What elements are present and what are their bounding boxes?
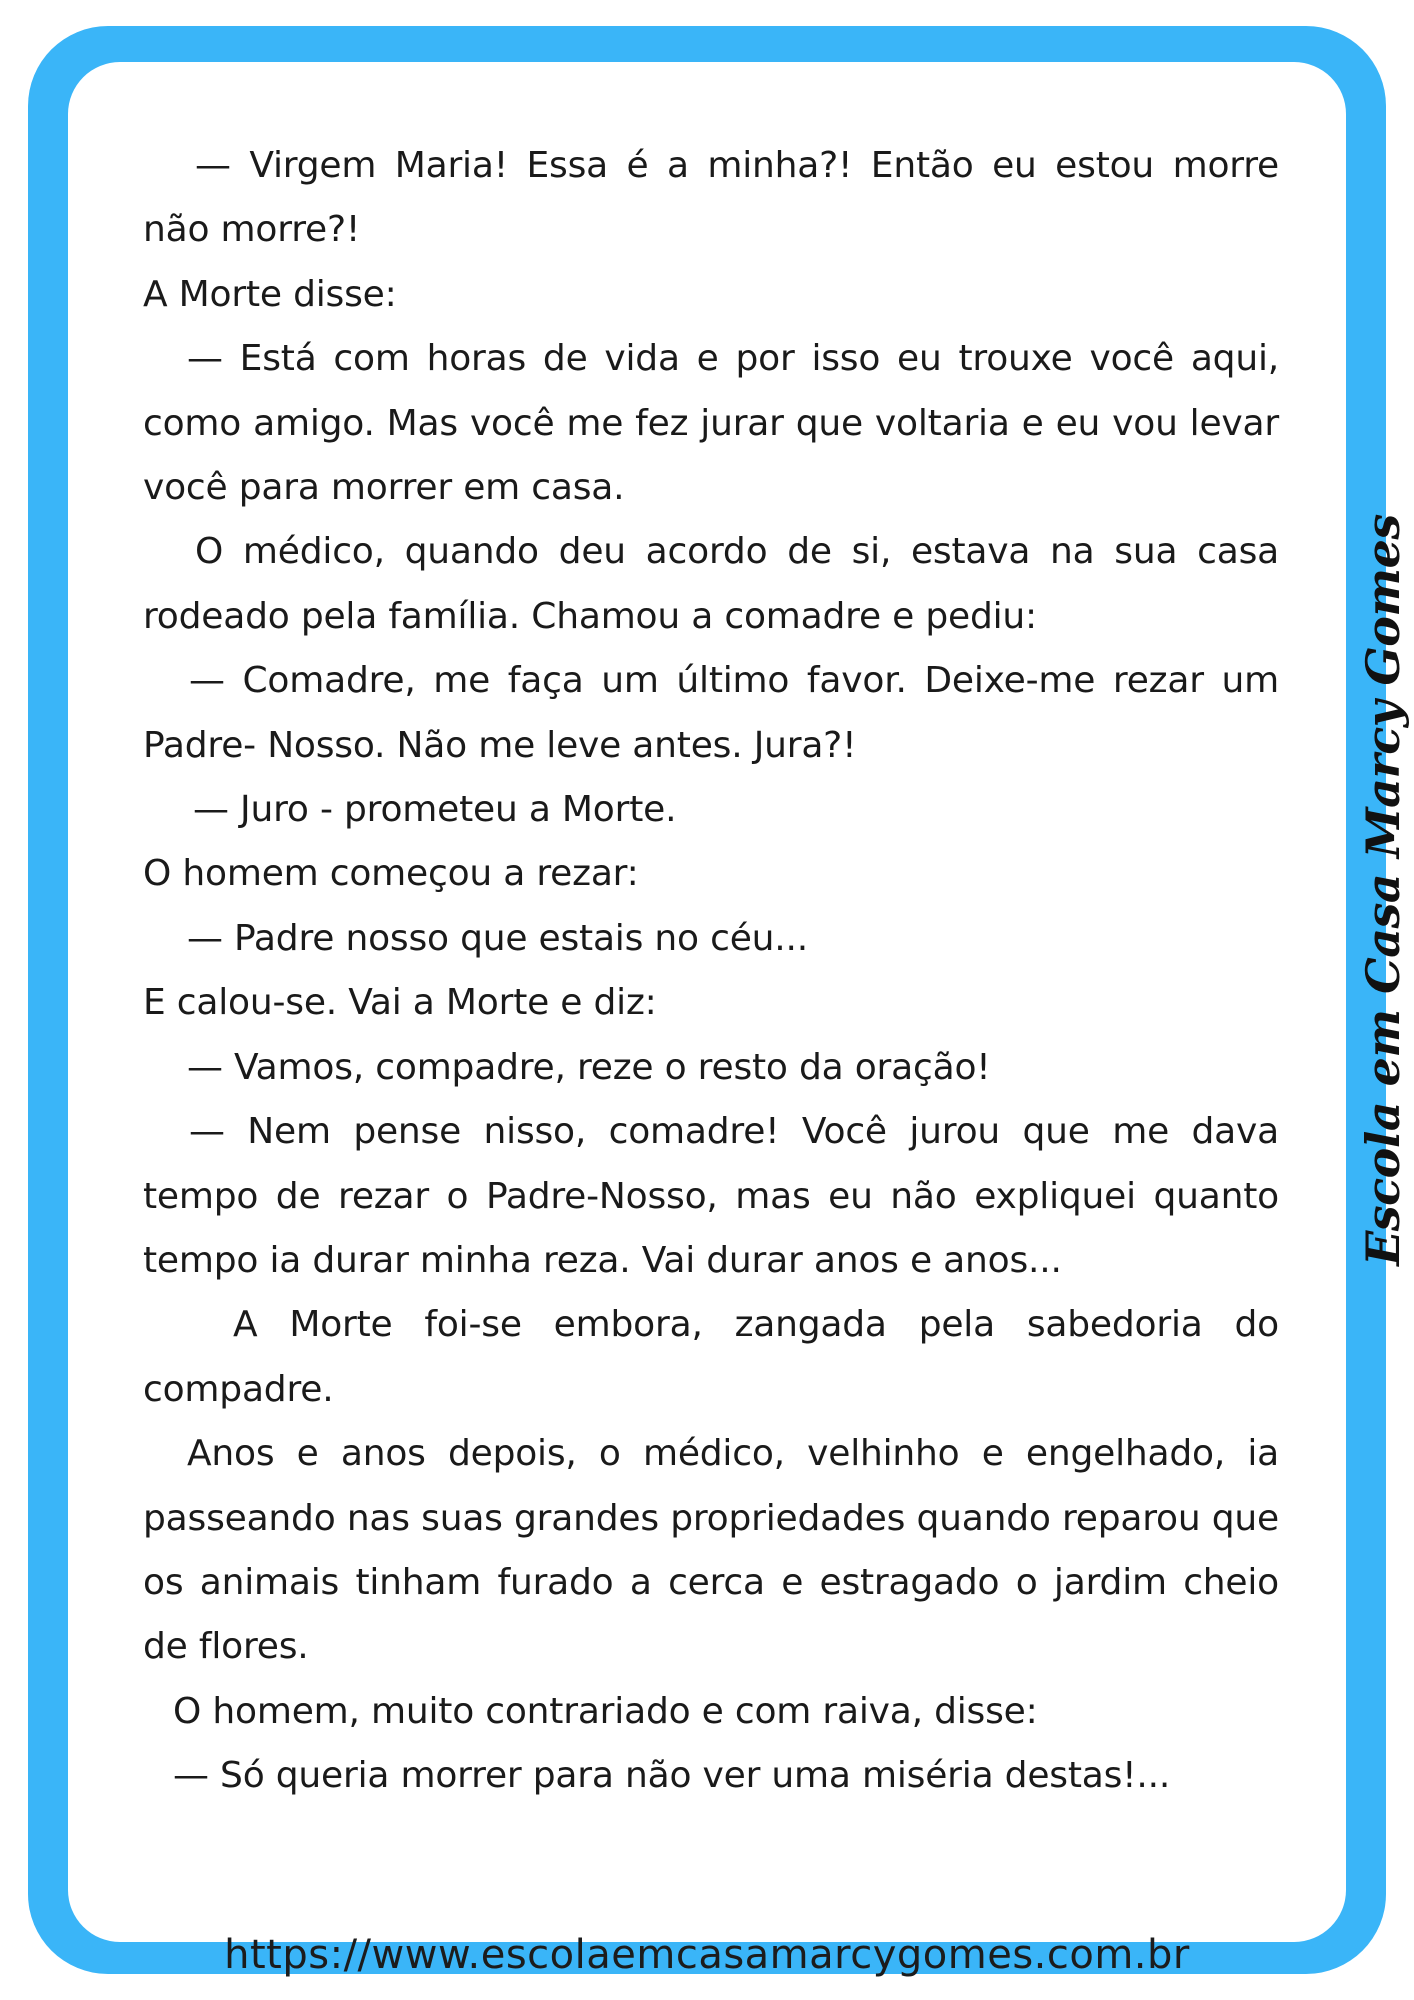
story-paragraph-6: — Juro - prometeu a Morte. bbox=[193, 789, 677, 831]
story-paragraph-14: O homem, muito contrariado e com raiva, disse: bbox=[173, 1690, 1038, 1732]
story-paragraph-9: E calou-se. Vai a Morte e diz: bbox=[143, 982, 657, 1024]
story-text bbox=[143, 134, 1279, 1809]
story-paragraph-3: — Está com horas de vida e por isso eu trouxe você aqui, como amigo. Mas você me fez jurar que voltaria e eu vou levar você para morrer em casa. bbox=[143, 338, 1279, 509]
story-paragraph-8: — Padre nosso que estais no céu... bbox=[187, 917, 808, 959]
story-paragraph-12: A Morte foi-se embora, zangada pela sabedoria do compadre. bbox=[143, 1304, 1279, 1410]
story-paragraph-4: O médico, quando deu acordo de si, estava na sua casa rodeado pela família. Chamou a comadre e pediu: bbox=[143, 531, 1279, 637]
story-paragraph-11: — Nem pense nisso, comadre! Você jurou que me dava tempo de rezar o Padre-Nosso, mas eu não expliquei quanto tempo ia durar minha reza. Vai durar anos e anos... bbox=[143, 1111, 1279, 1281]
story-paragraph-10: — Vamos, compadre, reze o resto da oração! bbox=[187, 1046, 991, 1088]
story-paragraph-1: — Virgem Maria! Essa é a minha?! Então eu estou morre não morre?! bbox=[143, 145, 1279, 251]
story-paragraph-5: — Comadre, me faça um último favor. Deixe-me rezar um Padre- Nosso. Não me leve antes. Jura?! bbox=[143, 660, 1279, 766]
footer-website-link[interactable]: https://www.escolaemcasamarcygomes.com.br bbox=[224, 1932, 1190, 1978]
story-paragraph-15: — Só queria morrer para não ver uma miséria destas!... bbox=[173, 1755, 1171, 1797]
story-paragraph-13: Anos e anos depois, o médico, velhinho e engelhado, ia passeando nas suas grandes propriedades quando reparou que os animais tinham furado a cerca e estragado o jardim cheio de flores. bbox=[143, 1433, 1279, 1668]
story-paragraph-7: O homem começou a rezar: bbox=[143, 853, 639, 895]
watermark-text: Escola em Casa Marcy Gomes bbox=[1356, 514, 1410, 1266]
story-paragraph-2: A Morte disse: bbox=[143, 273, 397, 315]
